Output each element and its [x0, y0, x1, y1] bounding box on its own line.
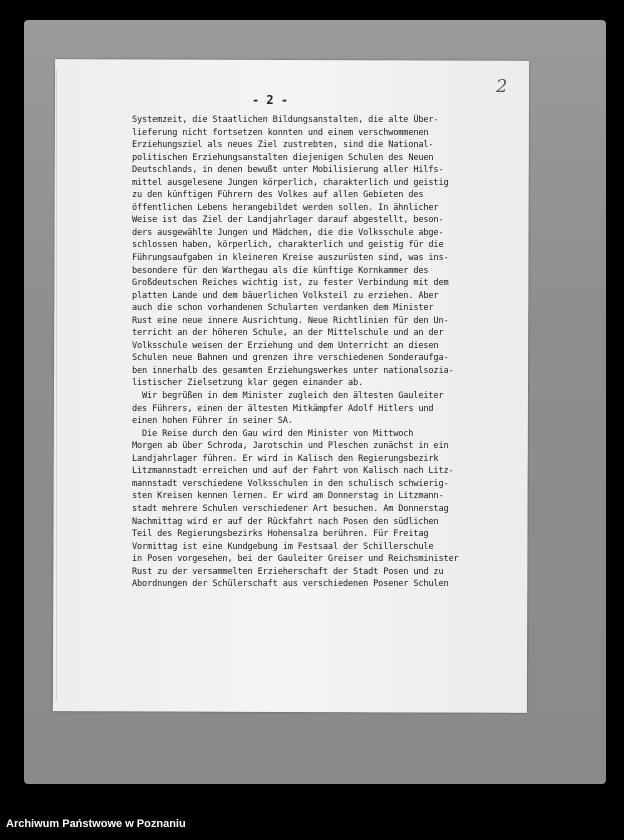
- text-line: politischen Erziehungsanstalten diejenigen Schulen des Neuen: [132, 152, 434, 163]
- typewritten-text: [132, 114, 502, 591]
- text-line: Litzmannstadt erreichen und auf der Fahrt von Kalisch nach Litz-: [132, 466, 454, 477]
- text-line: auch die schon vorhandenen Schularten verdanken dem Minister: [132, 303, 434, 314]
- text-line: Nachmittag wird er auf der Rückfahrt nach Posen den südlichen: [132, 516, 439, 527]
- text-line: mittel ausgelesene Jungen körperlich, charakterlich und geistig: [132, 177, 449, 188]
- text-line: Führungsaufgaben in kleineren Kreise auszurüsten sind, was ins-: [132, 253, 449, 264]
- page-fold-edge: [56, 70, 87, 700]
- text-line: Vormittag ist eine Kundgebung im Festsaal der Schillerschule: [132, 541, 434, 552]
- archive-footer: Archiwum Państwowe w Poznaniu: [6, 818, 186, 830]
- text-line: Deutschlands, in denen bewußt unter Mobilisierung aller Hilfs-: [132, 165, 444, 176]
- text-line: schlossen haben, körperlich, charakterlich und geistig für die: [132, 240, 444, 251]
- text-line: besondere für den Warthegau als die künftige Kornkammer des: [132, 265, 429, 276]
- text-line: Weise ist das Ziel der Landjahrlager darauf abgestellt, beson-: [132, 215, 444, 226]
- text-line: terricht an der höheren Schule, an der Mittelschule und an der: [132, 328, 444, 339]
- text-line: Rust zu der versammelten Erzieherschaft der Stadt Posen und zu: [132, 566, 444, 577]
- text-line: öffentlichen Lebens herangebildet werden sollen. In ähnlicher: [132, 202, 439, 213]
- text-line: lieferung nicht fortsetzen konnten und einem verschwommenen: [132, 127, 429, 138]
- page-number: - 2 -: [251, 93, 289, 107]
- text-line: Morgen ab über Schroda, Jarotschin und Pleschen zunächst in ein: [132, 441, 449, 452]
- text-line: stadt mehrere Schulen verschiedener Art besuchen. Am Donnerstag: [132, 503, 449, 514]
- text-line: sten Kreisen kennen lernen. Er wird am Donnerstag in Litzmann-: [132, 491, 444, 502]
- text-line: ders ausgewählte Jungen und Mädchen, die die Volksschule abge-: [132, 227, 444, 238]
- text-line: Erziehungsziel als neues Ziel zustrebten, sind die National-: [132, 140, 434, 151]
- text-line: Abordnungen der Schülerschaft aus verschiedenen Posener Schulen: [132, 579, 449, 590]
- text-line: Volksschule weisen der Erziehung und dem Unterricht an diesen: [132, 340, 439, 351]
- text-line: zu den künftigen Führern des Volkes auf allen Gebieten des: [132, 190, 424, 201]
- text-line: mannstadt verschiedene Volksschulen in den schulisch schwierig-: [132, 478, 449, 489]
- text-line: Wir begrüßen in dem Minister zugleich den ältesten Gauleiter: [142, 391, 444, 402]
- text-line: ben innerhalb des gesamten Erziehungswerkes unter nationalsozia-: [132, 365, 454, 376]
- text-line: Schulen neue Bahnen und grenzen ihre verschiedenen Sonderaufga-: [132, 353, 449, 364]
- text-line: Systemzeit, die Staatlichen Bildungsanstalten, die alte Über-: [132, 115, 439, 125]
- text-line: Die Reise durch den Gau wird den Minister von Mittwoch: [142, 428, 414, 439]
- text-line: platten Lande und dem bäuerlichen Volksteil zu erziehen. Aber: [132, 290, 439, 301]
- text-line: Großdeutschen Reiches wichtig ist, zu fester Verbindung mit dem: [132, 278, 449, 289]
- text-line: einen hohen Führer in seiner SA.: [132, 416, 293, 427]
- text-line: listischer Zielsetzung klar gegen einander ab.: [132, 378, 364, 389]
- folio-number: 2: [496, 76, 508, 97]
- text-line: in Posen vorgesehen, bei der Gauleiter Greiser und Reichsminister: [132, 554, 459, 565]
- text-line: Teil des Regierungsbezirks Hohensalza berühren. Für Freitag: [132, 529, 429, 540]
- text-line: Rust eine neue innere Ausrichtung. Neue Richtlinien für den Un-: [132, 315, 449, 326]
- text-line: des Führers, einen der ältesten Mitkämpfer Adolf Hitlers und: [132, 403, 434, 414]
- text-line: Landjahrlager führen. Er wird in Kalisch den Regierungsbezirk: [132, 453, 439, 464]
